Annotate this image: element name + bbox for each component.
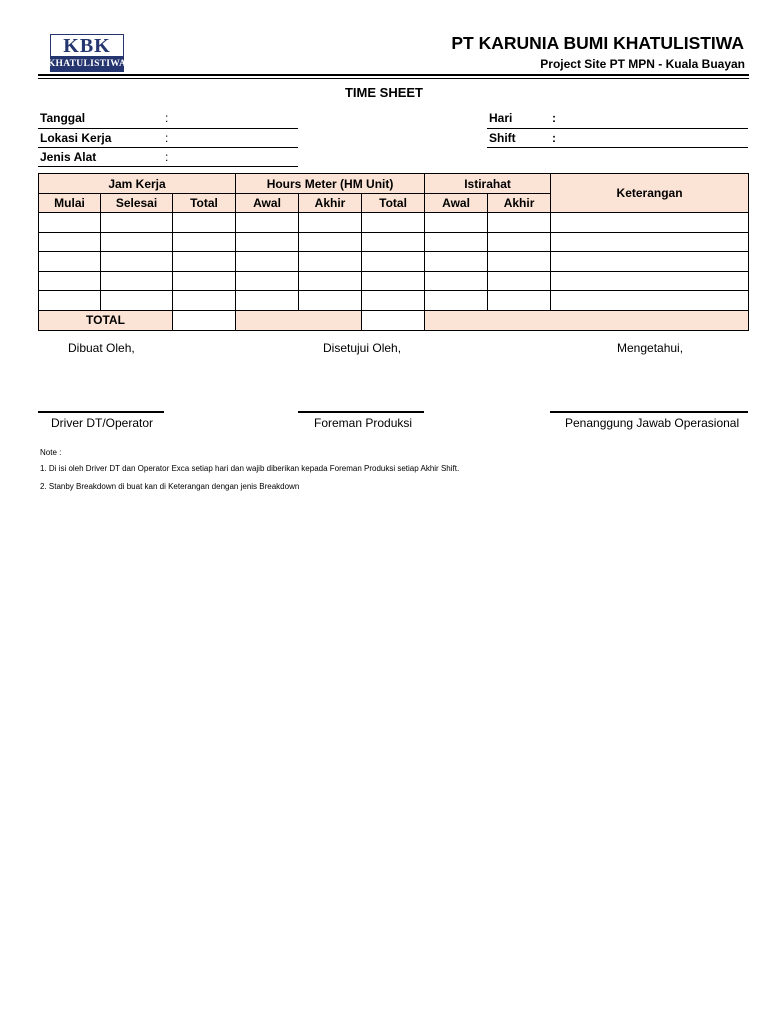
group-jam-kerja: Jam Kerja <box>39 174 236 194</box>
total-shaded-cell <box>236 310 362 330</box>
table-cell[interactable] <box>173 271 236 291</box>
table-cell[interactable] <box>299 213 362 233</box>
total-hm-cell[interactable] <box>362 310 425 330</box>
table-cell[interactable] <box>39 271 101 291</box>
table-row <box>39 252 749 272</box>
table-cell[interactable] <box>39 213 101 233</box>
col-mulai: Mulai <box>39 194 101 213</box>
group-keterangan: Keterangan <box>551 174 749 213</box>
field-label-tanggal: Tanggal <box>40 111 86 125</box>
table-cell[interactable] <box>299 232 362 252</box>
table-row <box>39 232 749 252</box>
table-cell[interactable] <box>173 291 236 311</box>
logo-text-khatulistiwa: KHATULISTIWA <box>51 56 123 71</box>
table-cell[interactable] <box>488 291 551 311</box>
table-cell[interactable] <box>173 252 236 272</box>
signature-line-foreman <box>298 411 424 413</box>
sig-dibuat-oleh: Dibuat Oleh, <box>68 341 135 355</box>
signature-line-penanggung <box>550 411 748 413</box>
total-row <box>39 310 749 330</box>
project-site: Project Site PT MPN - Kuala Buayan <box>540 57 745 71</box>
table-cell[interactable] <box>101 271 173 291</box>
table-cell[interactable] <box>488 252 551 272</box>
table-cell[interactable] <box>551 232 749 252</box>
timesheet-table <box>38 173 749 331</box>
note-item-1: 1. Di isi oleh Driver DT dan Operator Exca setiap hari dan wajib diberikan kepada Foreman Produksi setiap Akhir Shift. <box>40 464 460 473</box>
col-total-hm: Total <box>362 194 425 213</box>
table-cell[interactable] <box>551 291 749 311</box>
table-row <box>39 213 749 233</box>
field-line-hari[interactable] <box>487 128 748 129</box>
table-cell[interactable] <box>425 213 488 233</box>
col-akhir-hm: Akhir <box>299 194 362 213</box>
col-akhir-istirahat: Akhir <box>488 194 551 213</box>
table-cell[interactable] <box>236 291 299 311</box>
table-cell[interactable] <box>362 252 425 272</box>
group-hours-meter: Hours Meter (HM Unit) <box>236 174 425 194</box>
table-cell[interactable] <box>362 232 425 252</box>
table-cell[interactable] <box>362 213 425 233</box>
table-cell[interactable] <box>488 213 551 233</box>
field-label-hari: Hari <box>489 111 513 125</box>
header-rule-thin <box>38 78 749 79</box>
field-colon: : <box>552 131 556 145</box>
field-line-shift[interactable] <box>487 147 748 148</box>
field-label-shift: Shift <box>489 131 516 145</box>
header-rule-thick <box>38 74 749 76</box>
table-cell[interactable] <box>101 232 173 252</box>
logo-text-kbk: KBK <box>63 34 111 57</box>
field-line-tanggal[interactable] <box>38 128 298 129</box>
table-cell[interactable] <box>551 252 749 272</box>
col-total-jam: Total <box>173 194 236 213</box>
table-cell[interactable] <box>236 271 299 291</box>
table-cell[interactable] <box>101 291 173 311</box>
sig-driver-operator: Driver DT/Operator <box>51 416 154 430</box>
table-cell[interactable] <box>299 252 362 272</box>
table-cell[interactable] <box>39 252 101 272</box>
table-cell[interactable] <box>236 213 299 233</box>
col-awal-hm: Awal <box>236 194 299 213</box>
table-cell[interactable] <box>173 213 236 233</box>
field-line-lokasi[interactable] <box>38 147 298 148</box>
table-cell[interactable] <box>488 271 551 291</box>
table-cell[interactable] <box>488 232 551 252</box>
sig-penanggung-jawab: Penanggung Jawab Operasional <box>565 416 740 430</box>
total-jam-cell[interactable] <box>173 310 236 330</box>
table-cell[interactable] <box>362 291 425 311</box>
table-cell[interactable] <box>299 271 362 291</box>
table-cell[interactable] <box>173 232 236 252</box>
field-colon: : <box>552 111 556 125</box>
sig-foreman-produksi: Foreman Produksi <box>314 416 413 430</box>
field-label-lokasi: Lokasi Kerja <box>40 131 112 145</box>
field-colon: : <box>165 111 169 125</box>
company-logo <box>47 34 127 72</box>
table-cell[interactable] <box>101 252 173 272</box>
table-cell[interactable] <box>236 232 299 252</box>
field-colon: : <box>165 150 169 164</box>
field-colon: : <box>165 131 169 145</box>
total-shaded-cell <box>425 310 749 330</box>
signature-line-driver <box>38 411 164 413</box>
company-name: PT KARUNIA BUMI KHATULISTIWA <box>451 33 744 53</box>
document-title: TIME SHEET <box>344 85 423 100</box>
field-line-jenis-alat[interactable] <box>38 166 298 167</box>
table-row <box>39 271 749 291</box>
table-cell[interactable] <box>101 213 173 233</box>
sig-mengetahui: Mengetahui, <box>617 341 684 355</box>
col-selesai: Selesai <box>101 194 173 213</box>
table-row <box>39 291 749 311</box>
table-cell[interactable] <box>425 232 488 252</box>
field-label-jenis-alat: Jenis Alat <box>40 150 97 164</box>
note-label: Note : <box>40 448 62 457</box>
total-label: TOTAL <box>39 310 173 330</box>
note-item-2: 2. Stanby Breakdown di buat kan di Keterangan dengan jenis Breakdown <box>40 482 300 491</box>
table-cell[interactable] <box>551 271 749 291</box>
table-cell[interactable] <box>299 291 362 311</box>
table-cell[interactable] <box>425 271 488 291</box>
table-cell[interactable] <box>362 271 425 291</box>
table-cell[interactable] <box>39 291 101 311</box>
sig-disetujui-oleh: Disetujui Oleh, <box>323 341 402 355</box>
group-istirahat: Istirahat <box>425 174 551 194</box>
col-awal-istirahat: Awal <box>425 194 488 213</box>
table-cell[interactable] <box>425 291 488 311</box>
table-cell[interactable] <box>236 252 299 272</box>
table-cell[interactable] <box>551 213 749 233</box>
table-cell[interactable] <box>425 252 488 272</box>
table-cell[interactable] <box>39 232 101 252</box>
